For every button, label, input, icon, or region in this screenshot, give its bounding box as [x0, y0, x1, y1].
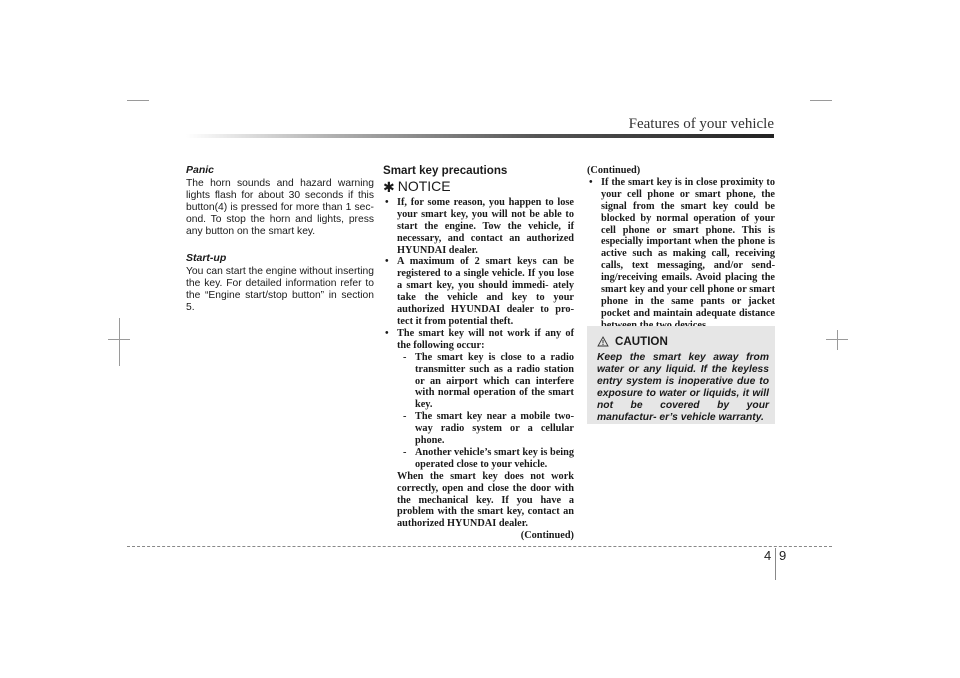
- caution-label: CAUTION: [615, 335, 668, 348]
- section-title: Smart key precautions: [383, 164, 508, 177]
- continued-list: [587, 177, 775, 332]
- sub-list-item: - Another vehicle’s smart key is being operated close to your vehicle.: [397, 447, 574, 471]
- sub-list-item: - The smart key is close to a radio transmitter such as a radio station or an airport which can interfere with normal operation of the smart key.: [397, 352, 574, 412]
- left-column: [186, 165, 374, 330]
- right-column: [587, 165, 775, 332]
- sub-list-item: - The smart key near a mobile two- way radio system or a cellular phone.: [397, 411, 574, 447]
- continued-label: (Continued): [587, 165, 641, 176]
- notice-list: [383, 197, 574, 530]
- section-number: 4: [764, 548, 772, 563]
- caution-text: Keep the smart key away from water or any liquid. If the keyless entry system is inoperative due to exposure to water or liquids, it will not be covered by your manufactur- er’s vehicle warranty.: [597, 352, 769, 423]
- startup-text: You can start the engine without inserting the key. For detailed information refer to the “Engine start/stop button” in section 5.: [186, 266, 374, 314]
- panic-text: The horn sounds and hazard warning lights flash for about 30 seconds if this button(4) is pressed for more than 1 sec- ond. To stop the horn and lights, press any button on the smart key.: [186, 177, 374, 237]
- asterisk-icon: ✱: [383, 178, 395, 195]
- list-item: [383, 328, 574, 530]
- warning-triangle-icon: [597, 336, 609, 347]
- list-item: • If the smart key is in close proximity to your cell phone or smart phone, the signal from the smart key could be blocked by normal operation of your cell phone or smart phone. This is especially important when the phone is active such as making call, receiving calls, text messaging, and/or send- ing/receiving emails. Avoid placing the smart key and your cell phone or smart phone in the same pants or jacket pocket and maintain adequate distance: [587, 177, 775, 332]
- list-item-text: The smart key will not work if any of the following occur:: [397, 327, 574, 351]
- crop-mark: [810, 100, 832, 101]
- list-item: • A maximum of 2 smart keys can be registered to a single vehicle. If you lose a smart key, you should immedi- ately take the vehicle and key to your authorized HYUNDAI dealer to pro- tect it from potential theft.: [383, 256, 574, 327]
- continued-label: (Continued): [520, 530, 574, 542]
- panic-heading: Panic: [186, 164, 215, 176]
- header-rule: [186, 134, 774, 138]
- registration-mark-left: [119, 318, 120, 366]
- page-number: 9: [779, 548, 787, 563]
- sub-list: [397, 352, 574, 471]
- list-item: • If, for some reason, you happen to lose your smart key, you will not be able to start the engine. Tow the vehicle, if necessary, and contact an authorized HYUNDAI dealer.: [383, 197, 574, 257]
- middle-column: [383, 165, 574, 542]
- crop-mark: [127, 100, 149, 101]
- closing-text: When the smart key does not work correctly, open and close the door with the mechanical key. If you have a problem with the smart key, contact an authorized HYUNDAI dealer.: [397, 470, 574, 530]
- page-header-title: Features of your vehicle: [628, 116, 774, 132]
- caution-box: [587, 326, 775, 424]
- notice-label: NOTICE: [397, 177, 451, 194]
- page-number-separator: [775, 548, 776, 580]
- registration-mark-right: [837, 330, 838, 350]
- startup-heading: Start-up: [186, 252, 227, 265]
- footer-divider: [127, 546, 832, 547]
- caution-heading: [597, 335, 668, 348]
- notice-heading: [383, 177, 574, 195]
